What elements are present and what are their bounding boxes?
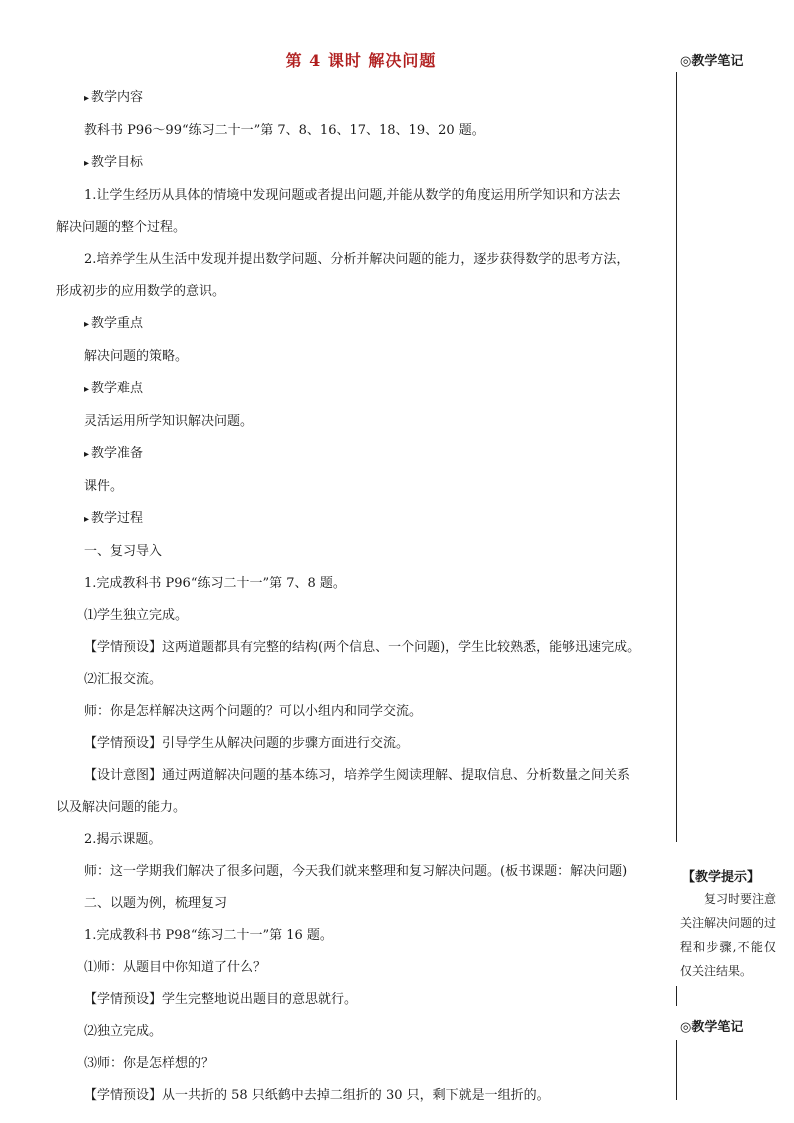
teaching-tip-box xyxy=(676,866,776,983)
section-heading-content: ▸ 教学内容 xyxy=(56,90,668,107)
content-text: 教科书 P96～99“练习二十一”第 7、8、16、17、18、19、20 题。 xyxy=(84,123,485,138)
goal-1-line-1: 1.让学生经历从具体的情境中发现问题或者提出问题,并能从数学的角度运用所学知识和方法去 xyxy=(84,188,621,203)
step-2: 2.揭示课题。 xyxy=(84,832,162,847)
learning-preset-4: 【学情预设】从一共折的 58 只纸鹤中去掉二组折的 30 只，剩下就是一组折的。 xyxy=(84,1088,550,1103)
lesson-body xyxy=(56,90,668,1120)
section-heading-goals: ▸ 教学目标 xyxy=(56,155,668,172)
goal-1-line-2: 解决问题的整个过程。 xyxy=(56,220,187,235)
part-1-heading: 一、复习导入 xyxy=(84,544,163,559)
design-intent-line-1: 【设计意图】通过两道解决问题的基本练习，培养学生阅读理解、提取信息、分析数量之间关系 xyxy=(84,768,631,783)
difficulties-text: 灵活运用所学知识解决问题。 xyxy=(84,414,254,429)
review-sub-1: ⑴师：从题目中你知道了什么？ xyxy=(84,960,267,975)
teaching-notes-heading-top: ◎教学笔记 xyxy=(680,54,744,69)
learning-preset-2: 【学情预设】引导学生从解决问题的步骤方面进行交流。 xyxy=(84,736,410,751)
teacher-intro: 师：这一学期我们解决了很多问题，今天我们就来整理和复习解决问题。(板书课题：解决问题) xyxy=(84,864,628,879)
section-heading-process: ▸ 教学过程 xyxy=(56,511,668,528)
step-1-sub-1: ⑴学生独立完成。 xyxy=(84,608,189,623)
notes-divider-top xyxy=(676,72,677,842)
learning-preset-3: 【学情预设】学生完整地说出题目的意思就行。 xyxy=(84,992,358,1007)
learning-preset-1: 【学情预设】这两道题都具有完整的结构(两个信息、一个问题)，学生比较熟悉，能够迅速完成。 xyxy=(84,640,641,655)
teaching-tip-body: 复习时要注意关注解决问题的过程和步骤,不能仅仅关注结果。 xyxy=(680,892,777,978)
teacher-question-1: 师：你是怎样解决这两个问题的？可以小组内和同学交流。 xyxy=(84,704,423,719)
review-step-1: 1.完成教科书 P98“练习二十一”第 16 题。 xyxy=(84,928,333,943)
goal-2-line-2: 形成初步的应用数学的意识。 xyxy=(56,284,226,299)
section-heading-key-points: ▸ 教学重点 xyxy=(56,316,668,333)
teaching-notes-heading-bottom: ◎教学笔记 xyxy=(680,1020,744,1035)
step-1-sub-2: ⑵汇报交流。 xyxy=(84,672,163,687)
goal-2-line-1: 2.培养学生从生活中发现并提出数学问题、分析并解决问题的能力，逐步获得数学的思考方法， xyxy=(84,252,630,267)
section-heading-preparation: ▸ 教学准备 xyxy=(56,446,668,463)
review-sub-3: ⑶师：你是怎样想的？ xyxy=(84,1056,215,1071)
page-title: 第 4 课时 解决问题 xyxy=(285,51,437,70)
section-heading-difficulties: ▸ 教学难点 xyxy=(56,381,668,398)
part-2-heading: 二、以题为例，梳理复习 xyxy=(84,896,228,911)
design-intent-line-2: 以及解决问题的能力。 xyxy=(56,800,187,815)
step-1: 1.完成教科书 P96“练习二十一”第 7、8 题。 xyxy=(84,576,346,591)
preparation-text: 课件。 xyxy=(84,479,124,494)
review-sub-2: ⑵独立完成。 xyxy=(84,1024,163,1039)
notes-divider-mid xyxy=(676,986,677,1006)
key-points-text: 解决问题的策略。 xyxy=(84,349,189,364)
teaching-tip-title: 【教学提示】 xyxy=(682,870,761,885)
teaching-tip-text xyxy=(676,887,776,983)
notes-divider-bottom xyxy=(676,1040,677,1100)
